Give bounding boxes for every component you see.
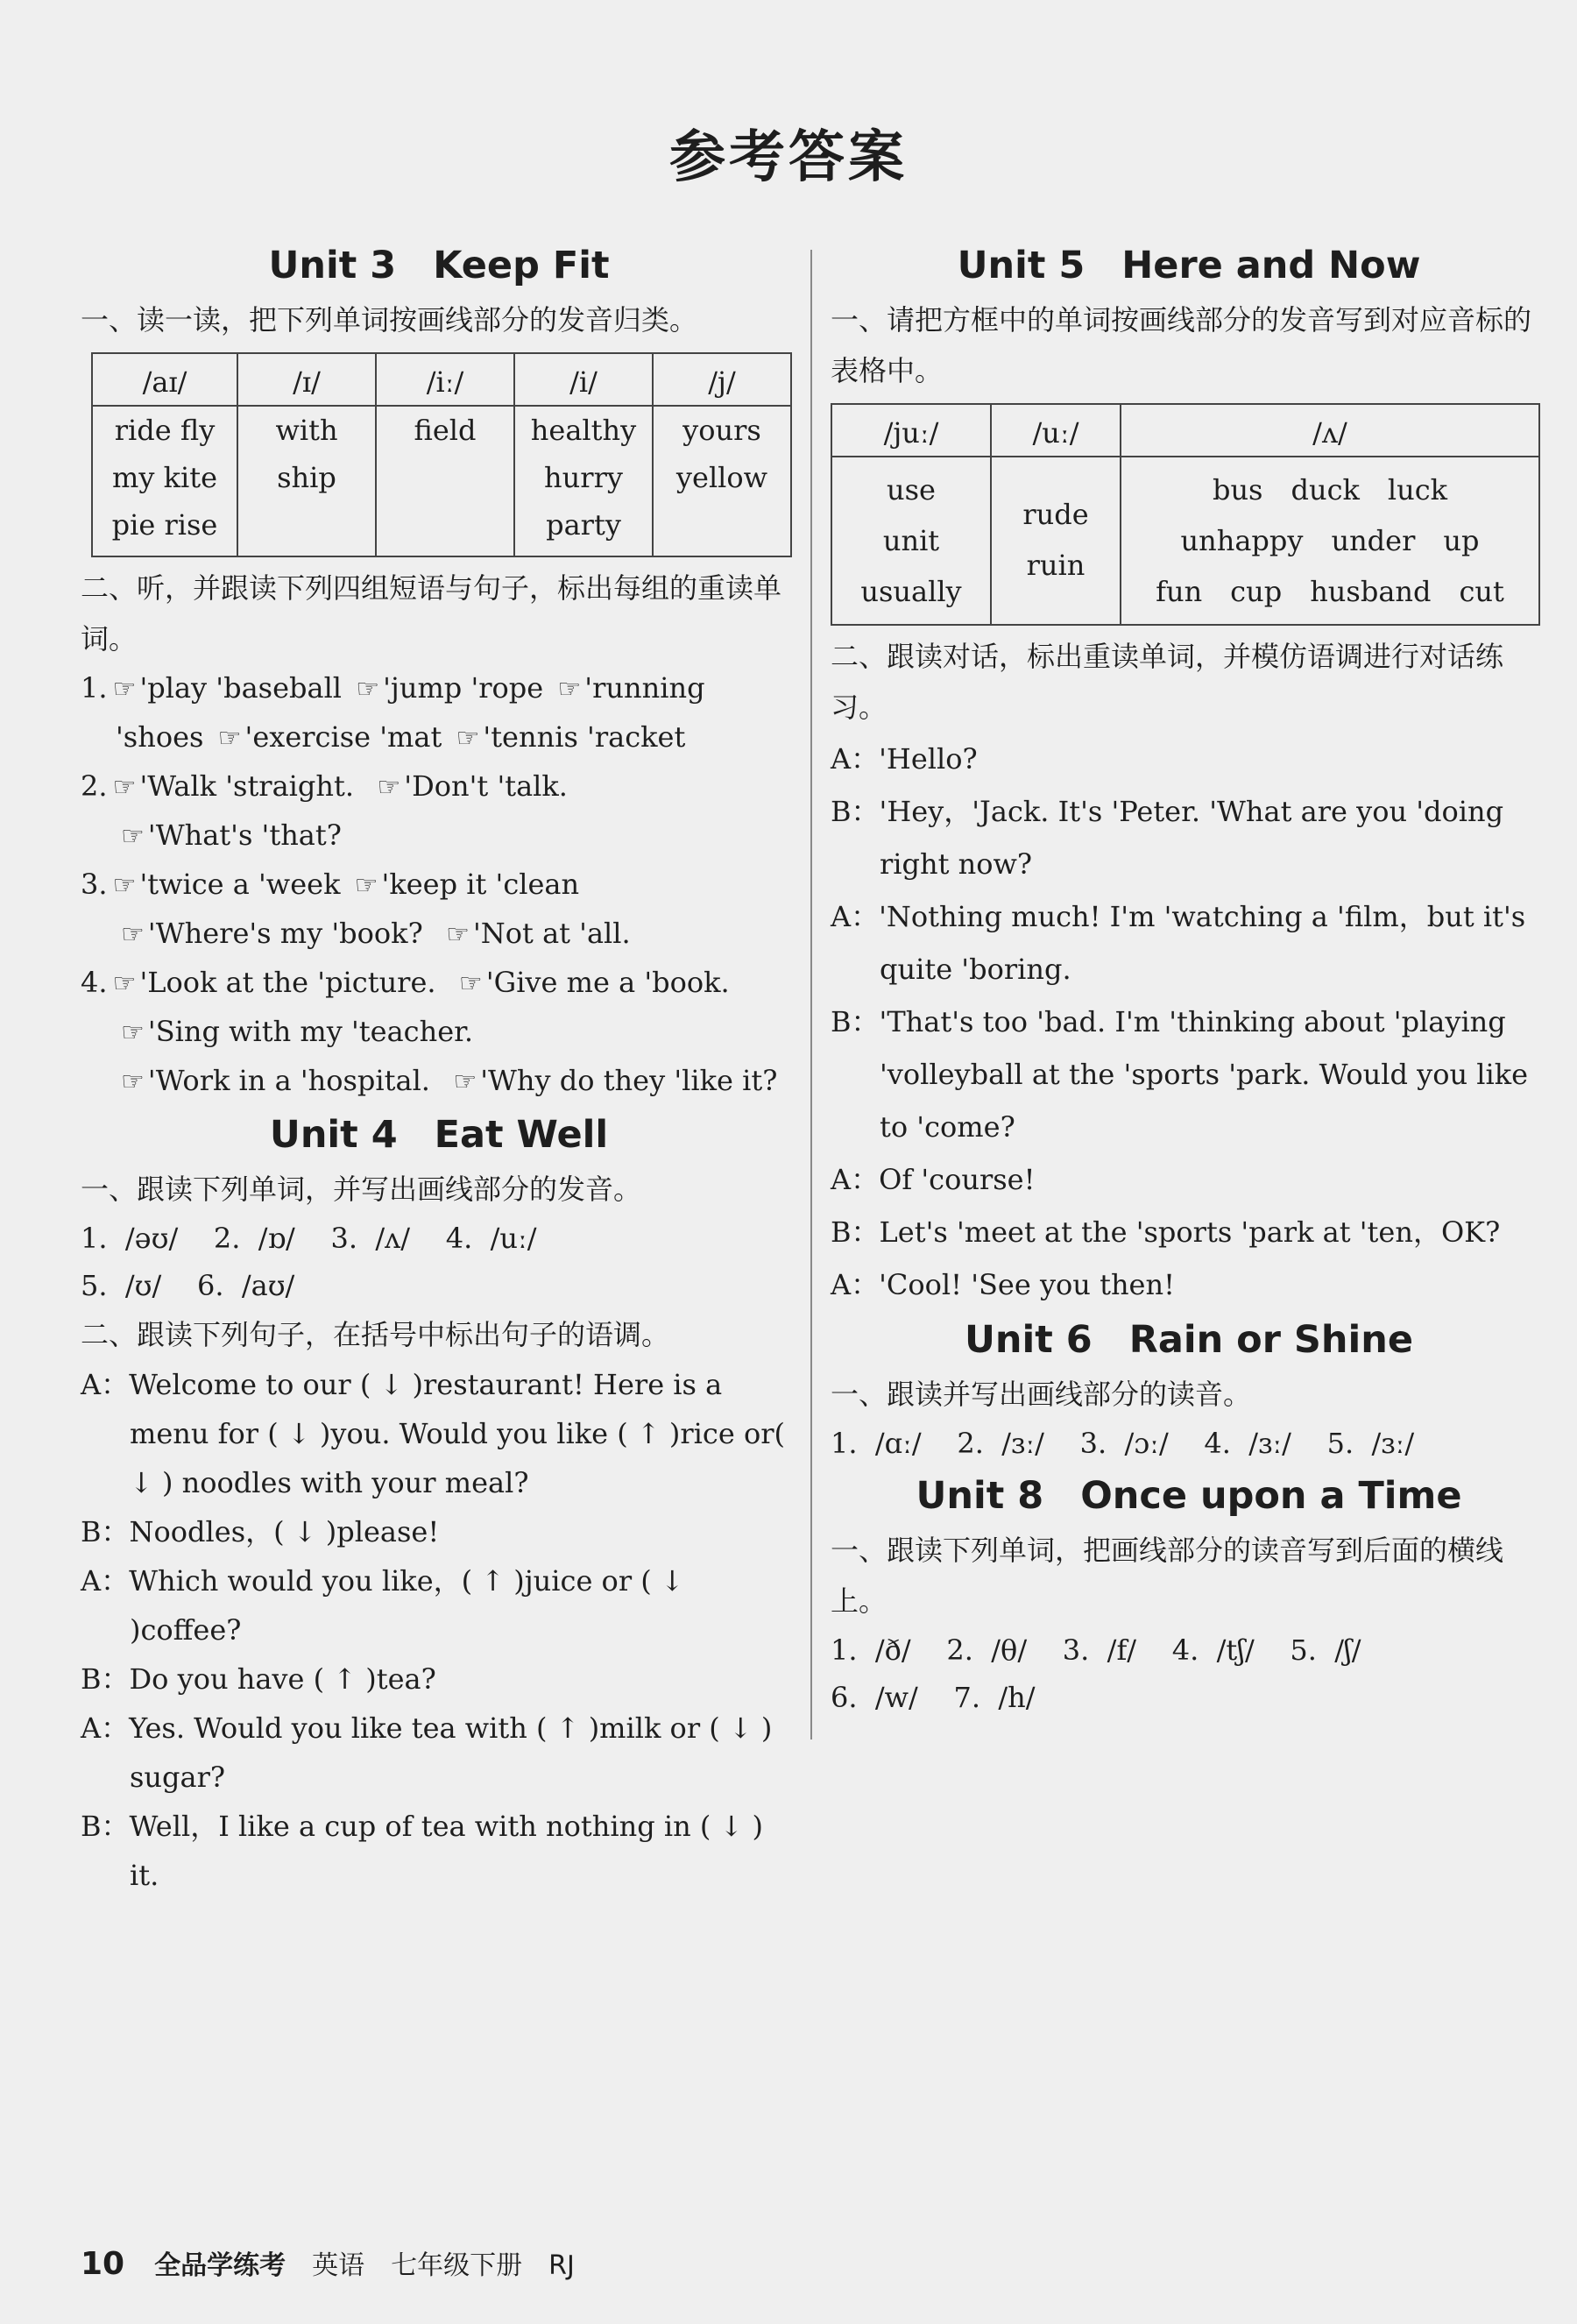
unit6-heading: [831, 1311, 1547, 1369]
word: duck: [1291, 473, 1360, 507]
group-number: 4.: [81, 966, 108, 999]
page-footer: [81, 2243, 601, 2282]
column-divider: [810, 250, 812, 1739]
unit5-heading: [831, 237, 1547, 294]
group-4-line-1: [81, 959, 797, 1008]
cell-A: [1121, 457, 1539, 625]
header-I: /ɪ/: [237, 353, 376, 406]
word-row: [1121, 464, 1538, 515]
word-row: [1121, 566, 1538, 617]
word: under: [1331, 524, 1416, 557]
dialogue-line: B：Do you have ( ↑ )tea?: [81, 1662, 436, 1696]
dialogue-line: A：Which would you like，( ↑ )juice or ( ↓ )coffee?: [81, 1564, 684, 1647]
group-number: 3.: [81, 868, 108, 901]
phrase: 'Give me a 'book.: [485, 966, 730, 999]
cell-u: [991, 457, 1121, 625]
edition: RJ: [548, 2250, 575, 2281]
group-2-line-1: [81, 762, 797, 811]
phrase: 'Where's my 'book?: [147, 917, 423, 950]
grade: 七年级下册: [391, 2250, 523, 2281]
header-i: /i/: [514, 353, 653, 406]
dialogue-line: B：Well，I like a cup of tea with nothing in ( ↓ ) it.: [81, 1810, 764, 1892]
unit6-label: Unit 6: [965, 1318, 1093, 1362]
cell-ai: [92, 406, 237, 556]
word: unit: [882, 524, 940, 557]
word: with: [275, 414, 338, 447]
dialogue-line: B：'That's too 'bad. I'm 'thinking about 'playing 'volleyball at the 'sports 'park. Would you like to 'come?: [831, 1005, 1529, 1144]
phrase: 'Sing with my 'teacher.: [147, 1015, 474, 1048]
unit8-answers-row-2: 6. /w/ 7. /h/: [831, 1681, 1036, 1714]
phrase: 'Look at the 'picture.: [139, 966, 436, 999]
pointing-hand-icon: ☞: [456, 723, 480, 754]
header-j: /j/: [653, 353, 791, 406]
dialogue-line: A：'Nothing much! I'm 'watching a 'film，but it's quite 'boring.: [831, 900, 1526, 986]
pointing-hand-icon: ☞: [356, 674, 380, 705]
phrase: 'tennis 'racket: [483, 720, 686, 754]
pointing-hand-icon: ☞: [453, 1066, 477, 1097]
phrase: 'Work in a 'hospital.: [147, 1064, 430, 1097]
word: husband: [1310, 575, 1432, 608]
unit4-label: Unit 4: [269, 1113, 398, 1157]
word-pair: pie rise: [111, 508, 218, 542]
cell-ju: [831, 457, 991, 625]
group-number: 2.: [81, 769, 108, 803]
header-ai: /aɪ/: [92, 353, 237, 406]
group-2-line-2: [81, 811, 797, 861]
phrase: 'What's 'that?: [147, 818, 342, 852]
header-u: /uː/: [991, 404, 1121, 457]
word: bus: [1212, 473, 1263, 507]
unit8-heading: [831, 1467, 1547, 1525]
subject: 英语: [312, 2250, 365, 2281]
pointing-hand-icon: ☞: [557, 674, 582, 705]
pointing-hand-icon: ☞: [121, 821, 145, 852]
unit3-heading: [81, 237, 797, 294]
pointing-hand-icon: ☞: [377, 772, 401, 803]
header-A: /ʌ/: [1121, 404, 1539, 457]
unit5-title: Here and Now: [1121, 244, 1421, 287]
group-4-line-2: [81, 1008, 797, 1057]
group-4-line-3: [81, 1057, 797, 1106]
unit4-instruction-1: 一、跟读下列单词，并写出画线部分的发音。: [81, 1173, 642, 1206]
dialogue-line: B：Let's 'meet at the 'sports 'park at 'ten，OK?: [831, 1215, 1501, 1249]
pointing-hand-icon: ☞: [112, 674, 137, 705]
pointing-hand-icon: ☞: [217, 723, 242, 754]
unit3-title: Keep Fit: [433, 244, 610, 287]
unit8-label: Unit 8: [916, 1474, 1044, 1518]
unit3-instruction-1: 一、读一读，把下列单词按画线部分的发音归类。: [81, 303, 698, 337]
unit8-title: Once upon a Time: [1080, 1474, 1462, 1518]
word: luck: [1387, 473, 1448, 507]
word: cup: [1230, 575, 1283, 608]
group-3-line-1: [81, 861, 797, 910]
word-row: [1121, 515, 1538, 566]
word: rude: [1022, 498, 1089, 531]
unit8-answers-row-1: 1. /ð/ 2. /θ/ 3. /f/ 4. /tʃ/ 5. /ʃ/: [831, 1633, 1361, 1667]
dialogue-line: B：'Hey，'Jack. It's 'Peter. 'What are you 'doing right now?: [831, 795, 1504, 881]
word: use: [887, 473, 936, 507]
header-ii: /iː/: [376, 353, 514, 406]
word: healthy: [530, 414, 637, 447]
cell-ii: [376, 406, 514, 556]
pointing-hand-icon: ☞: [121, 1066, 145, 1097]
word-pair: my kite: [111, 461, 217, 494]
phrase: 'twice a 'week: [139, 868, 341, 901]
word-pair: ride fly: [114, 414, 216, 447]
header-ju: /juː/: [831, 404, 991, 457]
page-title: 参考答案: [669, 125, 908, 190]
pointing-hand-icon: ☞: [121, 1017, 145, 1048]
word: yellow: [675, 461, 768, 494]
unit4-heading: [81, 1106, 797, 1164]
unit4-title: Eat Well: [434, 1113, 609, 1157]
dialogue-line: B：Noodles，( ↓ )please!: [81, 1515, 440, 1548]
word: ship: [277, 461, 336, 494]
word: ruin: [1026, 549, 1086, 582]
pointing-hand-icon: ☞: [458, 968, 483, 999]
phrase: 'Walk 'straight.: [139, 769, 355, 803]
unit5-instruction-2: 二、跟读对话，标出重读单词，并模仿语调进行对话练习。: [831, 640, 1504, 724]
unit6-title: Rain or Shine: [1128, 1318, 1413, 1362]
dialogue-line: A：Welcome to our ( ↓ )restaurant! Here is a menu for ( ↓ )you. Would you like ( ↑ )rice or( ↓ ) noodles with your meal?: [81, 1368, 785, 1499]
phrase: 'Why do they 'like it?: [480, 1064, 778, 1097]
cell-I: [237, 406, 376, 556]
unit3-label: Unit 3: [268, 244, 397, 287]
word: cut: [1459, 575, 1504, 608]
group-number: 1.: [81, 671, 108, 705]
word: party: [546, 508, 621, 542]
phrase: 'play 'baseball: [139, 671, 343, 705]
unit5-sound-table: [831, 403, 1540, 626]
unit4-instruction-2: 二、跟读下列句子，在括号中标出句子的语调。: [81, 1318, 670, 1351]
cell-i: [514, 406, 653, 556]
word: yours: [682, 414, 761, 447]
pointing-hand-icon: ☞: [446, 919, 470, 950]
phrase: 'Not at 'all.: [472, 917, 631, 950]
unit5-instruction-1: 一、请把方框中的单词按画线部分的发音写到对应音标的表格中。: [831, 303, 1532, 387]
cell-j: [653, 406, 791, 556]
pointing-hand-icon: ☞: [121, 919, 145, 950]
word: usually: [860, 575, 962, 608]
right-column: [831, 237, 1547, 1721]
phrase: 'running: [584, 671, 705, 705]
pointing-hand-icon: ☞: [112, 772, 137, 803]
dialogue-line: A：Of 'course!: [831, 1163, 1036, 1196]
left-column: [81, 237, 797, 1900]
unit8-instruction-1: 一、跟读下列单词，把画线部分的读音写到后面的横线上。: [831, 1534, 1504, 1618]
group-1-line-2: [81, 713, 797, 762]
dialogue-line: A：'Hello?: [831, 742, 978, 776]
phrase: 'Don't 'talk.: [404, 769, 568, 803]
unit5-label: Unit 5: [957, 244, 1086, 287]
dialogue-line: A：'Cool! 'See you then!: [831, 1268, 1175, 1301]
unit4-answers-row-2: 5. /ʊ/ 6. /aʊ/: [81, 1269, 295, 1302]
pointing-hand-icon: ☞: [112, 870, 137, 901]
word: fun: [1156, 575, 1203, 608]
phrase: 'exercise 'mat: [244, 720, 442, 754]
unit3-sound-table: [91, 352, 792, 557]
group-1-line-1: [81, 664, 797, 713]
word: field: [414, 414, 477, 447]
word: up: [1443, 524, 1480, 557]
brand-name: 全品学练考: [154, 2250, 286, 2281]
phrase: 'jump 'rope: [383, 671, 544, 705]
unit6-answers-row-1: 1. /ɑː/ 2. /ɜː/ 3. /ɔː/ 4. /ɜː/ 5. /ɜː/: [831, 1427, 1415, 1460]
phrase: 'keep it 'clean: [381, 868, 580, 901]
dialogue-line: A：Yes. Would you like tea with ( ↑ )milk or ( ↓ ) sugar?: [81, 1711, 773, 1794]
pointing-hand-icon: ☞: [112, 968, 137, 999]
page-number: 10: [81, 2246, 125, 2282]
phrase: 'shoes: [116, 720, 204, 754]
unit3-instruction-2: 二、听，并跟读下列四组短语与句子，标出每组的重读单词。: [81, 571, 782, 655]
unit6-instruction-1: 一、跟读并写出画线部分的读音。: [831, 1378, 1252, 1411]
pointing-hand-icon: ☞: [354, 870, 378, 901]
group-3-line-2: [81, 910, 797, 959]
unit4-answers-row-1: 1. /əʊ/ 2. /ɒ/ 3. /ʌ/ 4. /uː/: [81, 1222, 537, 1255]
word: unhappy: [1180, 524, 1304, 557]
word: hurry: [544, 461, 623, 494]
